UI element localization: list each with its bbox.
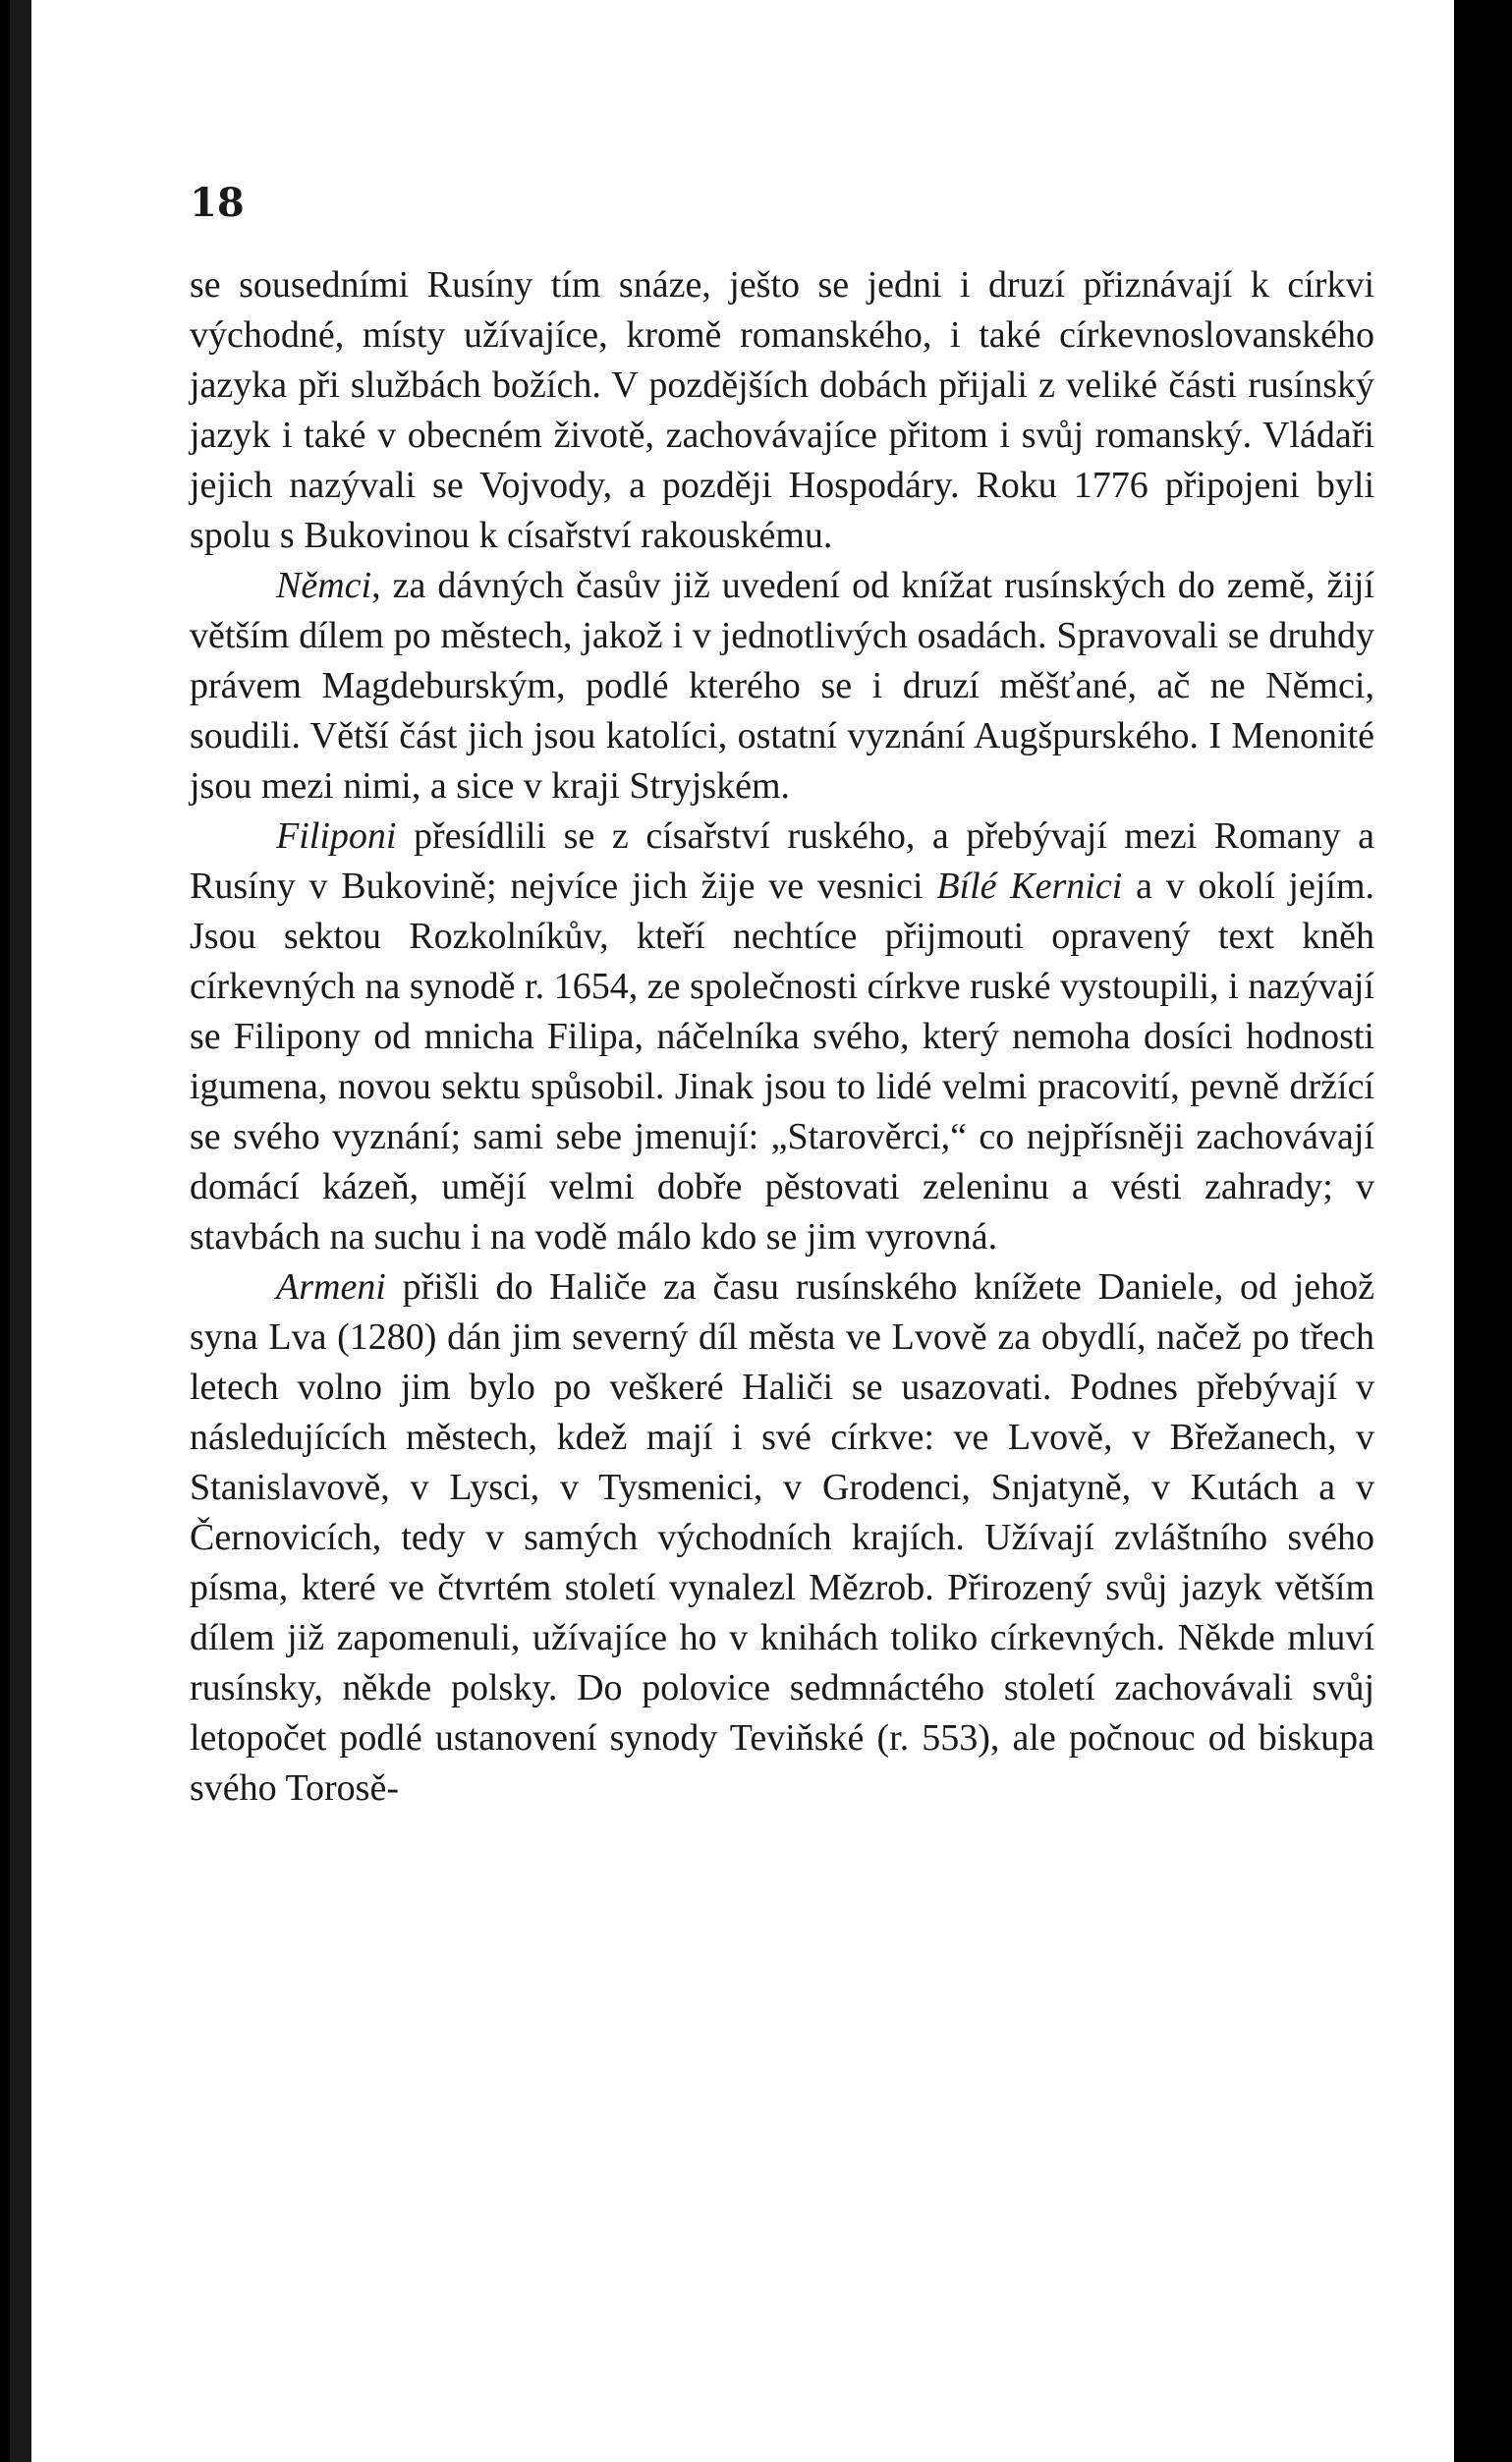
text-run: se sousedními Rusíny tím snáze, ješto se jedni i druzí přiznávají k církvi východné, místy užívajíce, kromě romanského, i také církevnoslovanského jazyka při službách božích. V pozdějších dobách přijali z veliké části rusínský jazyk i také v obecném životě, zachovávajíce přitom i svůj romanský. Vládaři jejich nazývali se Vojvody, a později Hospodáry. Roku 1776 připojeni byli spolu s Bukovinou k císařství rakouskému.: [190, 264, 1374, 556]
text-run: , za dávných časův již uvedení od knížat rusínských do země, žijí větším dílem po městech, jakož i v jednotlivých osadách. Spravovali se druhdy právem Magdeburským, podlé kterého se i druzí měšťané, ač ne Němci, soudili. Větší část jich jsou katolíci, ostatní vyznání Augšpurského. I Menonité jsou mezi nimi, a sice v kraji Stryjském.: [190, 565, 1374, 807]
paragraph-nemci: [190, 561, 1374, 811]
paragraph-rusini: [190, 260, 1374, 561]
book-page: [10, 0, 1484, 2462]
scan-right-edge: [1454, 0, 1484, 2462]
page-number: 18: [190, 180, 245, 226]
italic-term: Filiponi: [276, 815, 397, 857]
scan-left-edge: [10, 0, 31, 2462]
body-text: [190, 260, 1374, 1814]
text-run: přesídlili se z císařství ruského, a přebývají mezi Romany a Rusíny v Bukovině; nejvíce jich žije ve vesnici: [190, 815, 1374, 907]
italic-term: Němci: [276, 565, 372, 606]
text-run: a v okolí jejím. Jsou sektou Rozkolníkův, kteří nechtíce přijmouti opravený text kněh církevných na synodě r. 1654, ze společnosti církve ruské vystoupili, i nazývají se Filipony od mnicha Filipa, náčelníka svého, který nemoha dosíci hodnosti igumena, novou sektu spůsobil. Jinak jsou to lidé velmi pracovití, pevně držící se svého vyznání; sami sebe jmenují: „Starověrci,“ co nejpřísněji zachovávají domácí kázeň, umějí velmi dobře pěstovati zeleninu a vésti zahrady; v stavbách na suchu i na vodě málo kdo se jim vyrovná.: [190, 866, 1374, 1258]
paragraph-armeni: [190, 1262, 1374, 1814]
italic-term: Armeni: [276, 1266, 386, 1308]
paragraph-filiponi: [190, 811, 1374, 1262]
text-run: přišli do Haliče za času rusínského knížete Daniele, od jehož syna Lva (1280) dán jim severný díl města ve Lvově za obydlí, načež po třech letech volno jim bylo po veškeré Haliči se usazovati. Podnes přebývají v následujících městech, kdež mají i své církve: ve Lvově, v Břežanech, v Stanislavově, v Lysci, v Tysmenici, v Grodenci, Snjatyně, v Kutách a v Černovicích, tedy v samých východních krajích. Užívají zvláštního svého písma, které ve čtvrtém století vynalezl Mězrob. Přirozený svůj jazyk větším dílem již zapomenuli, užívajíce ho v knihách toliko církevných. Někde mluví rusínsky, někde polsky. Do polovice sedmnáctého století zachovávali svůj letopočet podlé ustanovení synody Teviňské (r. 553), ale počnouc od biskupa svého Torosě-: [190, 1266, 1374, 1809]
italic-term: Bílé Kernici: [936, 866, 1123, 907]
